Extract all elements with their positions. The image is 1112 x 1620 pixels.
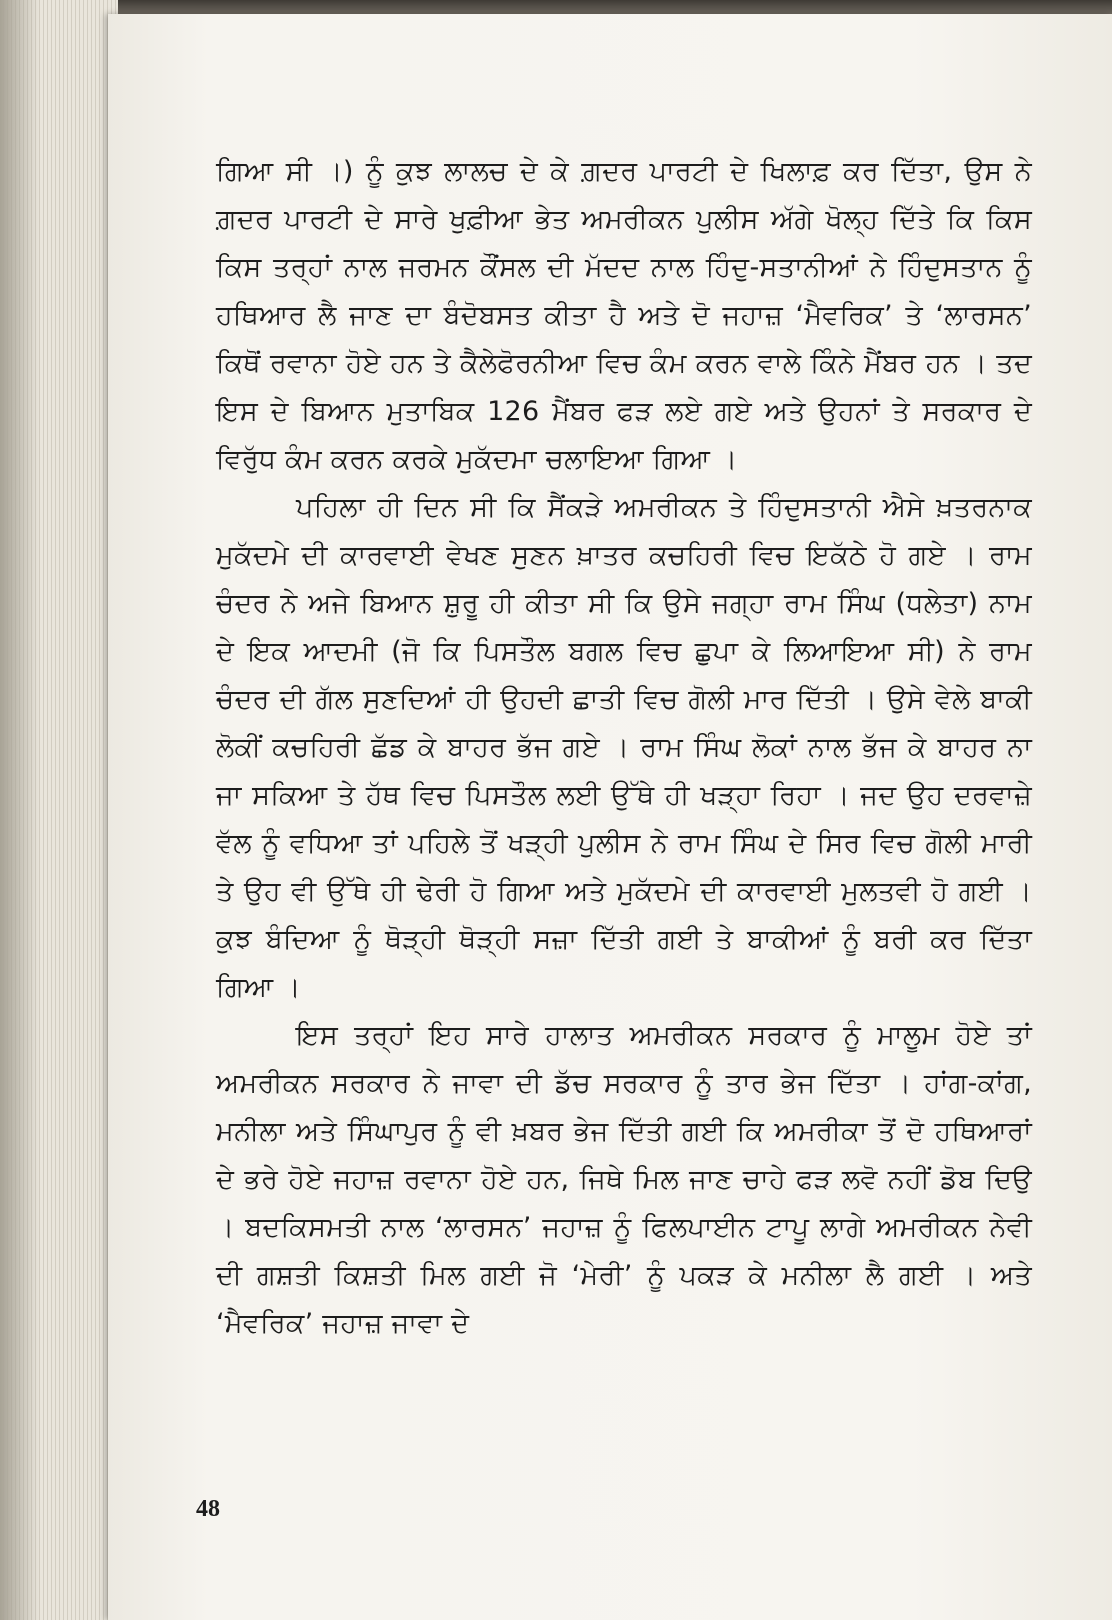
page-text <box>216 148 1032 1348</box>
page-number: 48 <box>196 1496 220 1522</box>
page-edges-shadow <box>0 0 40 1620</box>
paragraph-1: ਗਿਆ ਸੀ ।) ਨੂੰ ਕੁਝ ਲਾਲਚ ਦੇ ਕੇ ਗ਼ਦਰ ਪਾਰਟੀ ਦੇ ਖਿਲਾਫ਼ ਕਰ ਦਿੱਤਾ, ਉਸ ਨੇ ਗ਼ਦਰ ਪਾਰਟੀ ਦੇ ਸਾਰੇ ਖੁਫ਼ੀਆ ਭੇਤ ਅਮਰੀਕਨ ਪੁਲੀਸ ਅੱਗੇ ਖੋਲ੍ਹ ਦਿੱਤੇ ਕਿ ਕਿਸ ਕਿਸ ਤਰ੍ਹਾਂ ਨਾਲ ਜਰਮਨ ਕੌਂਸਲ ਦੀ ਮੱਦਦ ਨਾਲ ਹਿੰਦੁ-ਸਤਾਨੀਆਂ ਨੇ ਹਿੰਦੁਸਤਾਨ ਨੂੰ ਹਥਿਆਰ ਲੈ ਜਾਣ ਦਾ ਬੰਦੋਬਸਤ ਕੀਤਾ ਹੈ ਅਤੇ ਦੋ ਜਹਾਜ਼ ‘ਮੈਵਰਿਕ’ ਤੇ ‘ਲਾਰਸਨ’ ਕਿਥੋਂ ਰਵਾਨਾ ਹੋਏ ਹਨ ਤੇ ਕੈਲੇਫੋਰਨੀਆ ਵਿਚ ਕੰਮ ਕਰਨ ਵਾਲੇ ਕਿੰਨੇ ਮੈਂਬਰ ਹਨ । ਤਦ ਇਸ ਦੇ ਬਿਆਨ ਮੁਤਾਬਿਕ 126 ਮੈਂਬਰ ਫੜ ਲਏ ਗਏ ਅਤੇ ਉਹਨਾਂ ਤੇ ਸਰਕਾਰ ਦੇ ਵਿਰੁੱਧ ਕੰਮ ਕਰਨ ਕਰਕੇ ਮੁਕੱਦਮਾ ਚਲਾਇਆ ਗਿਆ । <box>216 156 1032 475</box>
paragraph-3: ਇਸ ਤਰ੍ਹਾਂ ਇਹ ਸਾਰੇ ਹਾਲਾਤ ਅਮਰੀਕਨ ਸਰਕਾਰ ਨੂੰ ਮਾਲੂਮ ਹੋਏ ਤਾਂ ਅਮਰੀਕਨ ਸਰਕਾਰ ਨੇ ਜਾਵਾ ਦੀ ਡੱਚ ਸਰਕਾਰ ਨੂੰ ਤਾਰ ਭੇਜ ਦਿੱਤਾ । ਹਾਂਗ-ਕਾਂਗ, ਮਨੀਲਾ ਅਤੇ ਸਿੰਘਾਪੁਰ ਨੂੰ ਵੀ ਖ਼ਬਰ ਭੇਜ ਦਿੱਤੀ ਗਈ ਕਿ ਅਮਰੀਕਾ ਤੋਂ ਦੋ ਹਥਿਆਰਾਂ ਦੇ ਭਰੇ ਹੋਏ ਜਹਾਜ਼ ਰਵਾਨਾ ਹੋਏ ਹਨ, ਜਿਥੇ ਮਿਲ ਜਾਣ ਚਾਹੇ ਫੜ ਲਵੋ ਨਹੀਂ ਡੋਬ ਦਿਉ । ਬਦਕਿਸਮਤੀ ਨਾਲ ‘ਲਾਰਸਨ’ ਜਹਾਜ਼ ਨੂੰ ਫਿਲਪਾਈਨ ਟਾਪੂ ਲਾਗੇ ਅਮਰੀਕਨ ਨੇਵੀ ਦੀ ਗਸ਼ਤੀ ਕਿਸ਼ਤੀ ਮਿਲ ਗਈ ਜੋ ‘ਮੇਰੀ’ ਨੂੰ ਪਕੜ ਕੇ ਮਨੀਲਾ ਲੈ ਗਈ । ਅਤੇ ‘ਮੈਵਰਿਕ’ ਜਹਾਜ਼ ਜਾਵਾ ਦੇ <box>216 1020 1032 1339</box>
paragraph-2: ਪਹਿਲਾ ਹੀ ਦਿਨ ਸੀ ਕਿ ਸੈਂਕੜੇ ਅਮਰੀਕਨ ਤੇ ਹਿੰਦੁਸਤਾਨੀ ਐਸੇ ਖ਼ਤਰਨਾਕ ਮੁਕੱਦਮੇ ਦੀ ਕਾਰਵਾਈ ਵੇਖਣ ਸੁਣਨ ਖ਼ਾਤਰ ਕਚਹਿਰੀ ਵਿਚ ਇਕੱਠੇ ਹੋ ਗਏ । ਰਾਮ ਚੰਦਰ ਨੇ ਅਜੇ ਬਿਆਨ ਸ਼ੁਰੂ ਹੀ ਕੀਤਾ ਸੀ ਕਿ ਉਸੇ ਜਗ੍ਹਾ ਰਾਮ ਸਿੰਘ (ਧਲੇਤਾ) ਨਾਮ ਦੇ ਇਕ ਆਦਮੀ (ਜੋ ਕਿ ਪਿਸਤੌਲ ਬਗਲ ਵਿਚ ਛੁਪਾ ਕੇ ਲਿਆਇਆ ਸੀ) ਨੇ ਰਾਮ ਚੰਦਰ ਦੀ ਗੱਲ ਸੁਣਦਿਆਂ ਹੀ ਉਹਦੀ ਛਾਤੀ ਵਿਚ ਗੋਲੀ ਮਾਰ ਦਿੱਤੀ । ਉਸੇ ਵੇਲੇ ਬਾਕੀ ਲੋਕੀਂ ਕਚਹਿਰੀ ਛੱਡ ਕੇ ਬਾਹਰ ਭੱਜ ਗਏ । ਰਾਮ ਸਿੰਘ ਲੋਕਾਂ ਨਾਲ ਭੱਜ ਕੇ ਬਾਹਰ ਨਾ ਜਾ ਸਕਿਆ ਤੇ ਹੱਥ ਵਿਚ ਪਿਸਤੌਲ ਲਈ ਉੱਥੇ ਹੀ ਖੜ੍ਹਾ ਰਿਹਾ । ਜਦ ਉਹ ਦਰਵਾਜ਼ੇ ਵੱਲ ਨੂੰ ਵਧਿਆ ਤਾਂ ਪਹਿਲੇ ਤੋਂ ਖੜ੍ਹੀ ਪੁਲੀਸ ਨੇ ਰਾਮ ਸਿੰਘ ਦੇ ਸਿਰ ਵਿਚ ਗੋਲੀ ਮਾਰੀ ਤੇ ਉਹ ਵੀ ਉੱਥੇ ਹੀ ਢੇਰੀ ਹੋ ਗਿਆ ਅਤੇ ਮੁਕੱਦਮੇ ਦੀ ਕਾਰਵਾਈ ਮੁਲਤਵੀ ਹੋ ਗਈ । ਕੁਝ ਬੰਦਿਆ ਨੂੰ ਥੋੜ੍ਹੀ ਥੋੜ੍ਹੀ ਸਜ਼ਾ ਦਿੱਤੀ ਗਈ ਤੇ ਬਾਕੀਆਂ ਨੂੰ ਬਰੀ ਕਰ ਦਿੱਤਾ ਗਿਆ । <box>216 492 1032 1003</box>
